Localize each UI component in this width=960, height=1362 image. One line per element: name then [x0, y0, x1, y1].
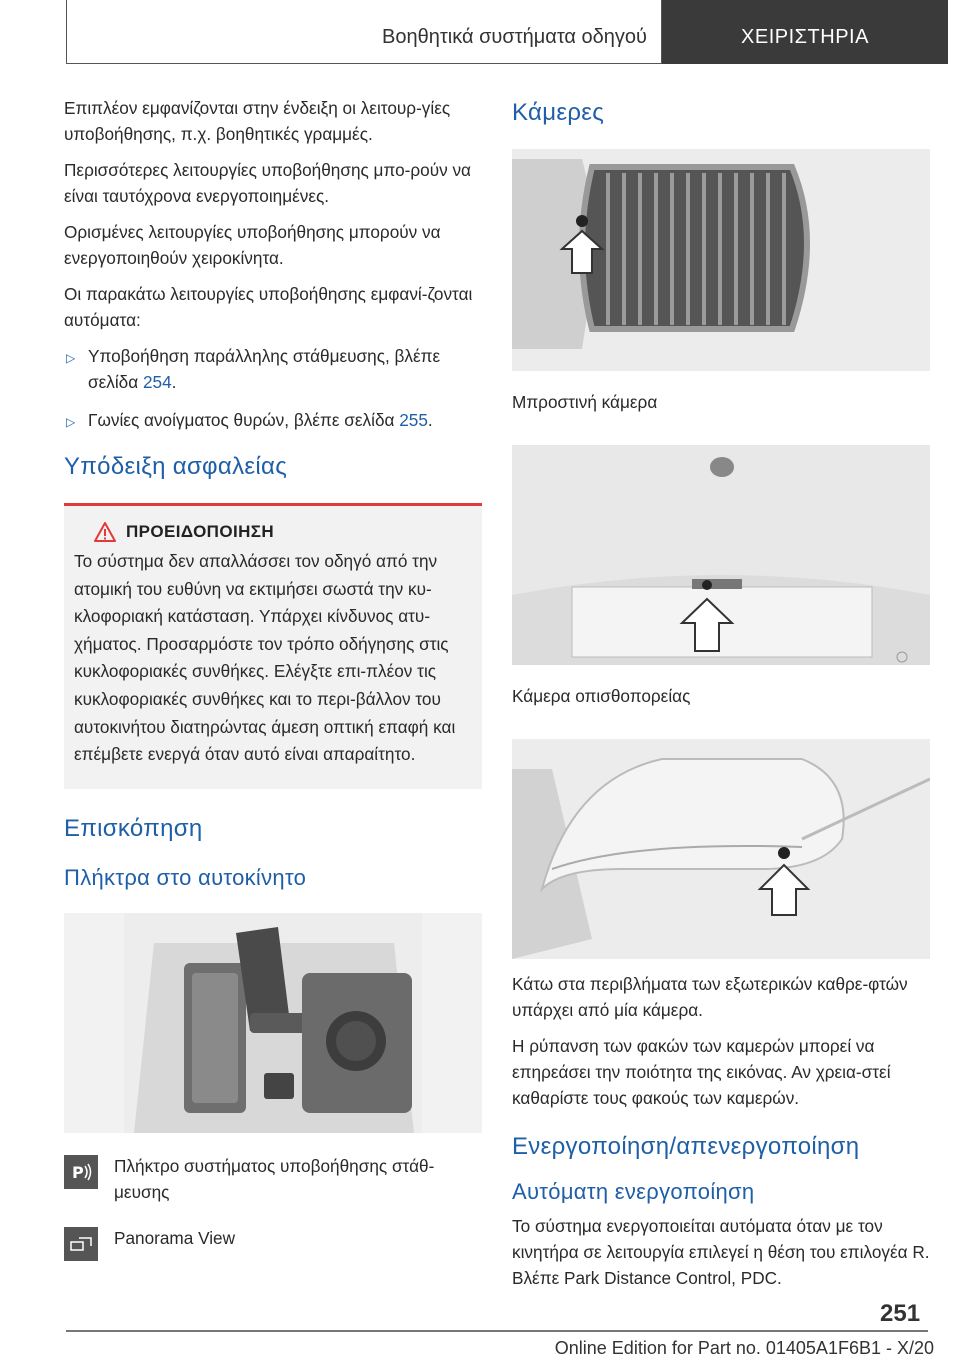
subheading-buttons: Πλήκτρα στο αυτοκίνητο — [64, 864, 307, 890]
paragraph: Κάτω στα περιβλήματα των εξωτερικών καθρε-φτών υπάρχει από μία κάμερα. — [512, 974, 908, 1020]
panorama-view-button-icon — [64, 1227, 98, 1261]
rear-camera-photo — [512, 445, 930, 665]
warning-title: ΠΡΟΕΙΔΟΠΟΙΗΣΗ — [126, 522, 275, 541]
footer-divider — [66, 1330, 928, 1332]
list-item: ▷ Υποβοήθηση παράλληλης στάθμευσης, βλέπε σελίδα 254. — [66, 346, 441, 392]
key-row-parking — [64, 1153, 482, 1205]
paragraph: Περισσότερες λειτουργίες υποβοήθησης μπο-ρούν να είναι ταυτόχρονα ενεργοποιημένες. — [64, 160, 471, 206]
triangle-bullet-icon: ▷ — [66, 351, 76, 365]
parking-assist-button-icon — [64, 1155, 98, 1189]
mirror-camera-photo — [512, 739, 930, 959]
rear-plate-illustration — [512, 445, 930, 665]
paragraph: Οι παρακάτω λειτουργίες υποβοήθησης εμφανί-ζονται αυτόματα: — [64, 284, 473, 330]
section-heading-safety: Υπόδειξη ασφαλείας — [64, 453, 288, 480]
center-console-photo — [64, 913, 482, 1133]
left-column — [64, 95, 482, 1261]
warning-title-row — [74, 522, 474, 542]
front-camera-photo — [512, 149, 930, 371]
warning-box — [64, 503, 482, 789]
section-heading-cameras: Κάμερες — [512, 99, 605, 126]
page-link[interactable]: 255 — [399, 410, 428, 430]
header-section-tab — [66, 0, 662, 64]
header-chapter-tab — [662, 0, 948, 64]
key-description: Panorama View — [114, 1227, 236, 1248]
header-section-title: Βοηθητικά συστήματα οδηγού — [382, 26, 647, 48]
svg-text:P: P — [72, 1162, 84, 1182]
side-mirror-illustration — [512, 739, 930, 959]
page-number: 251 — [880, 1300, 921, 1327]
section-heading-activation: Ενεργοποίηση/απενεργοποίηση — [512, 1133, 860, 1160]
front-grille-illustration — [512, 149, 930, 371]
caption-rear: Κάμερα οπισθοπορείας — [512, 686, 691, 706]
key-description: Πλήκτρο συστήματος υποβοήθησης στάθ-μευσης — [114, 1155, 435, 1202]
bullet-list — [64, 343, 482, 433]
caption-front: Μπροστινή κάμερα — [512, 392, 658, 412]
section-heading-overview: Επισκόπηση — [64, 814, 203, 842]
key-row-panorama — [64, 1225, 482, 1261]
paragraph: Το σύστημα ενεργοποιείται αυτόματα όταν με τον κινητήρα σε λειτουργία επιλεγεί η θέση του επιλογέα R. Βλέπε Park Distance Control, PDC. — [512, 1216, 930, 1288]
page-link[interactable]: 254 — [142, 372, 172, 392]
console-illustration — [64, 913, 482, 1133]
page-header — [66, 0, 948, 64]
paragraph: Η ρύπανση των φακών των καμερών μπορεί να επηρεάσει την ποιότητα της εικόνας. Αν χρεια-στεί καθαρίστε τους φακούς των καμερών. — [512, 1036, 891, 1108]
warning-text: Το σύστημα δεν απαλλάσσει τον οδηγό από την ατομική του ευθύνη να εκτιμήσει σωστά την κυ-κλοφοριακή κατάσταση. Υπάρχει κίνδυνος ατυ-χήματος. Προσαρμόστε τον τρόπο οδήγησης στις κυκλοφοριακές συνθήκες. Ελέγξτε επι-πλέον τις κυκλοφοριακές συνθήκες και το περι-βάλλον του αυτοκινήτου διατηρώντας άμεση οπτική επαφή και επέμβετε ενεργά όταν αυτό είναι απαραίτητο. — [74, 551, 456, 765]
footer-edition: Online Edition for Part no. 01405A1F6B1 - X/20 — [554, 1338, 934, 1358]
header-chapter-title: ΧΕΙΡΙΣΤΗΡΙΑ — [741, 26, 869, 48]
list-item: ▷ Γωνίες ανοίγματος θυρών, βλέπε σελίδα 255. — [64, 407, 482, 433]
right-column — [512, 95, 930, 1301]
paragraph: Ορισμένες λειτουργίες υποβοήθησης μπορούν να ενεργοποιηθούν χειροκίνητα. — [64, 222, 441, 268]
triangle-bullet-icon: ▷ — [66, 415, 76, 429]
paragraph: Επιπλέον εμφανίζονται στην ένδειξη οι λειτουρ-γίες υποβοήθησης, π.χ. βοηθητικές γραμμές. — [64, 98, 451, 144]
subheading-auto-activation: Αυτόματη ενεργοποίηση — [512, 1179, 755, 1204]
warning-triangle-icon — [94, 522, 116, 542]
